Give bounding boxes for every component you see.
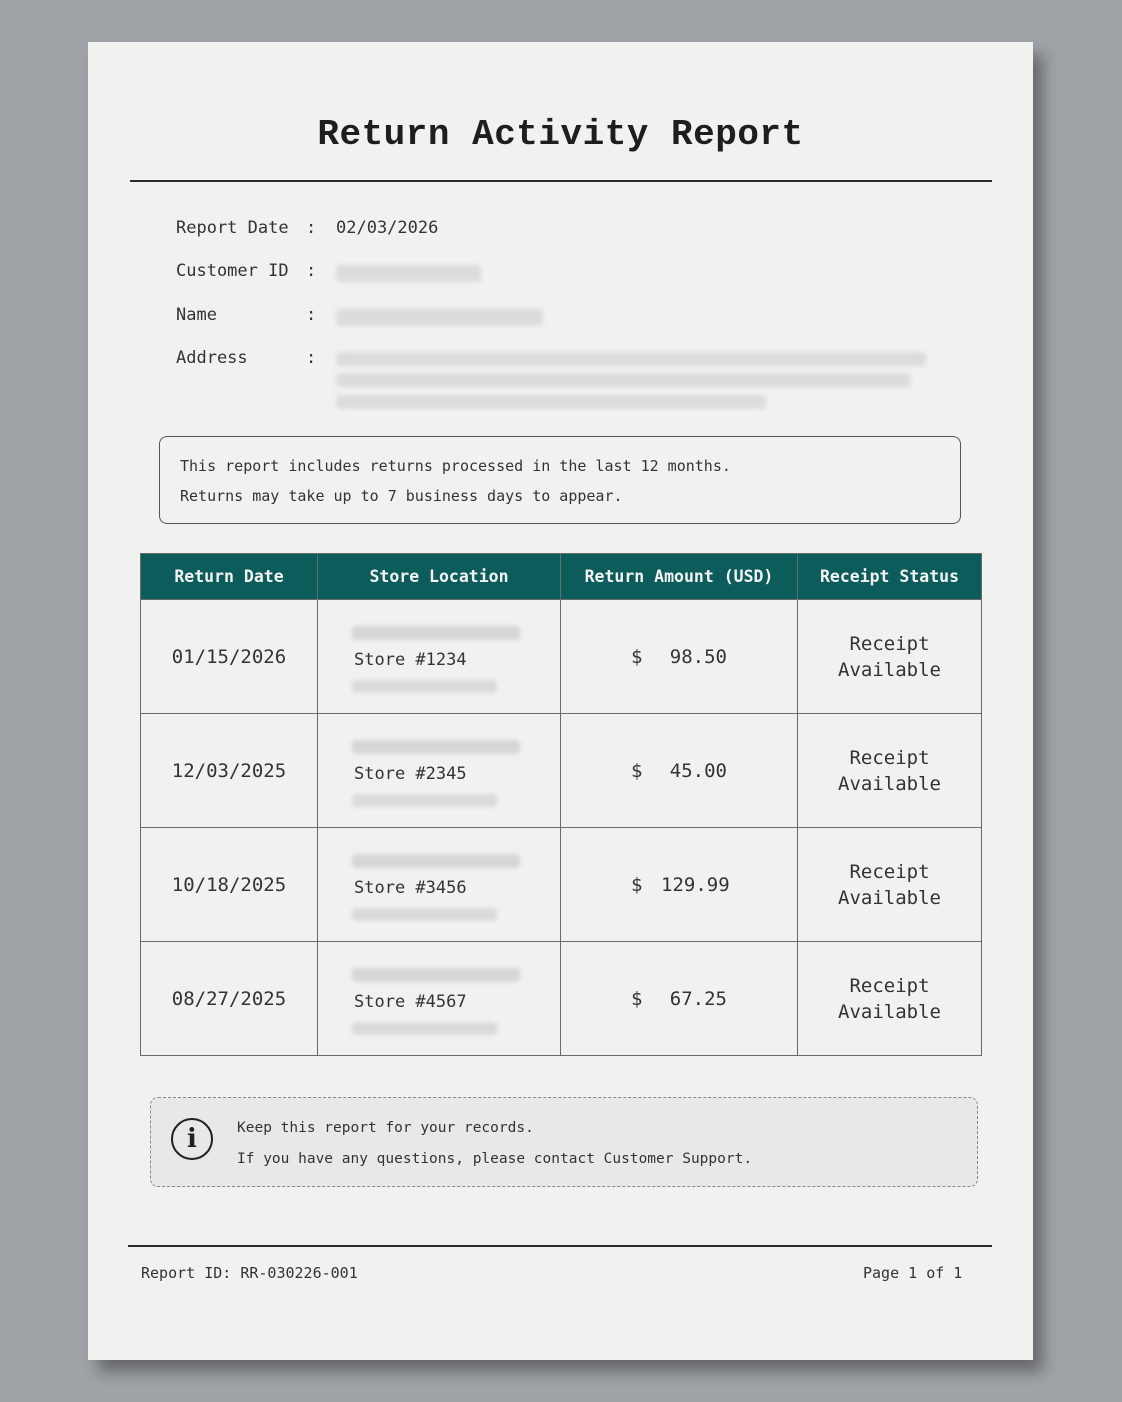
title-divider (130, 180, 992, 182)
amount-value: 98.50 (669, 645, 727, 668)
store-redacted (352, 626, 520, 640)
status-line: Receipt (849, 860, 930, 883)
returns-table (140, 553, 982, 1056)
store-redacted (352, 908, 497, 921)
report-id: Report ID: RR-030226-001 (141, 1264, 358, 1282)
store-redacted (352, 854, 520, 868)
store-name: Store #3456 (354, 878, 467, 898)
store-redacted (352, 680, 497, 693)
return-amount (561, 942, 798, 1056)
info-line: Keep this report for your records. (237, 1120, 534, 1136)
currency-symbol: $ (631, 759, 643, 782)
store-redacted (352, 968, 520, 982)
info-line: If you have any questions, please contact Customer Support. (237, 1151, 753, 1167)
column-header-store-location: Store Location (318, 554, 561, 600)
return-date: 01/15/2026 (141, 600, 318, 714)
report-date-label: Report Date (176, 218, 289, 238)
amount-value: 67.25 (669, 987, 727, 1010)
info-box (150, 1097, 978, 1187)
store-name: Store #4567 (354, 992, 467, 1012)
page-title: Return Activity Report (317, 114, 804, 155)
receipt-status (798, 828, 982, 942)
store-redacted (352, 1022, 497, 1035)
column-header-receipt-status: Receipt Status (798, 554, 982, 600)
notice-line: This report includes returns processed in the last 12 months. (180, 457, 731, 475)
notice-box (159, 436, 961, 524)
address-redacted-line1 (336, 352, 926, 366)
status-line: Available (838, 658, 941, 681)
customer-id-label: Customer ID (176, 261, 289, 281)
currency-symbol: $ (631, 873, 643, 896)
status-line: Receipt (849, 746, 930, 769)
customer-id-redacted (336, 265, 481, 282)
colon: : (306, 261, 317, 281)
name-redacted (336, 309, 543, 326)
return-amount (561, 600, 798, 714)
store-location (318, 600, 561, 714)
footer-divider (128, 1245, 992, 1247)
column-header-return-date: Return Date (141, 554, 318, 600)
store-redacted (352, 740, 520, 754)
return-date: 10/18/2025 (141, 828, 318, 942)
table-header-row (141, 554, 982, 600)
store-redacted (352, 794, 497, 807)
table-row (141, 714, 982, 828)
colon: : (306, 305, 317, 325)
amount-value: 129.99 (661, 873, 730, 896)
status-line: Available (838, 772, 941, 795)
notice-line: Returns may take up to 7 business days to appear. (180, 487, 623, 505)
store-location (318, 942, 561, 1056)
status-line: Available (838, 1000, 941, 1023)
currency-symbol: $ (631, 645, 643, 668)
status-line: Receipt (849, 974, 930, 997)
store-name: Store #1234 (354, 650, 467, 670)
status-line: Receipt (849, 632, 930, 655)
colon: : (306, 348, 317, 368)
report-page (88, 42, 1033, 1360)
store-location (318, 828, 561, 942)
return-amount (561, 714, 798, 828)
return-date: 08/27/2025 (141, 942, 318, 1056)
name-label: Name (176, 305, 217, 325)
currency-symbol: $ (631, 987, 643, 1010)
receipt-status (798, 600, 982, 714)
address-redacted-line3 (336, 395, 766, 409)
table-row (141, 942, 982, 1056)
amount-value: 45.00 (669, 759, 727, 782)
page-number: Page 1 of 1 (863, 1264, 963, 1282)
store-location (318, 714, 561, 828)
return-date: 12/03/2025 (141, 714, 318, 828)
store-name: Store #2345 (354, 764, 467, 784)
receipt-status (798, 942, 982, 1056)
return-amount (561, 828, 798, 942)
colon: : (306, 218, 317, 238)
receipt-status (798, 714, 982, 828)
info-icon: i (171, 1118, 213, 1160)
table-row (141, 828, 982, 942)
address-redacted-line2 (336, 373, 911, 387)
table-row (141, 600, 982, 714)
report-date-value: 02/03/2026 (336, 218, 439, 238)
status-line: Available (838, 886, 941, 909)
column-header-return-amount: Return Amount (USD) (561, 554, 798, 600)
address-label: Address (176, 348, 248, 368)
